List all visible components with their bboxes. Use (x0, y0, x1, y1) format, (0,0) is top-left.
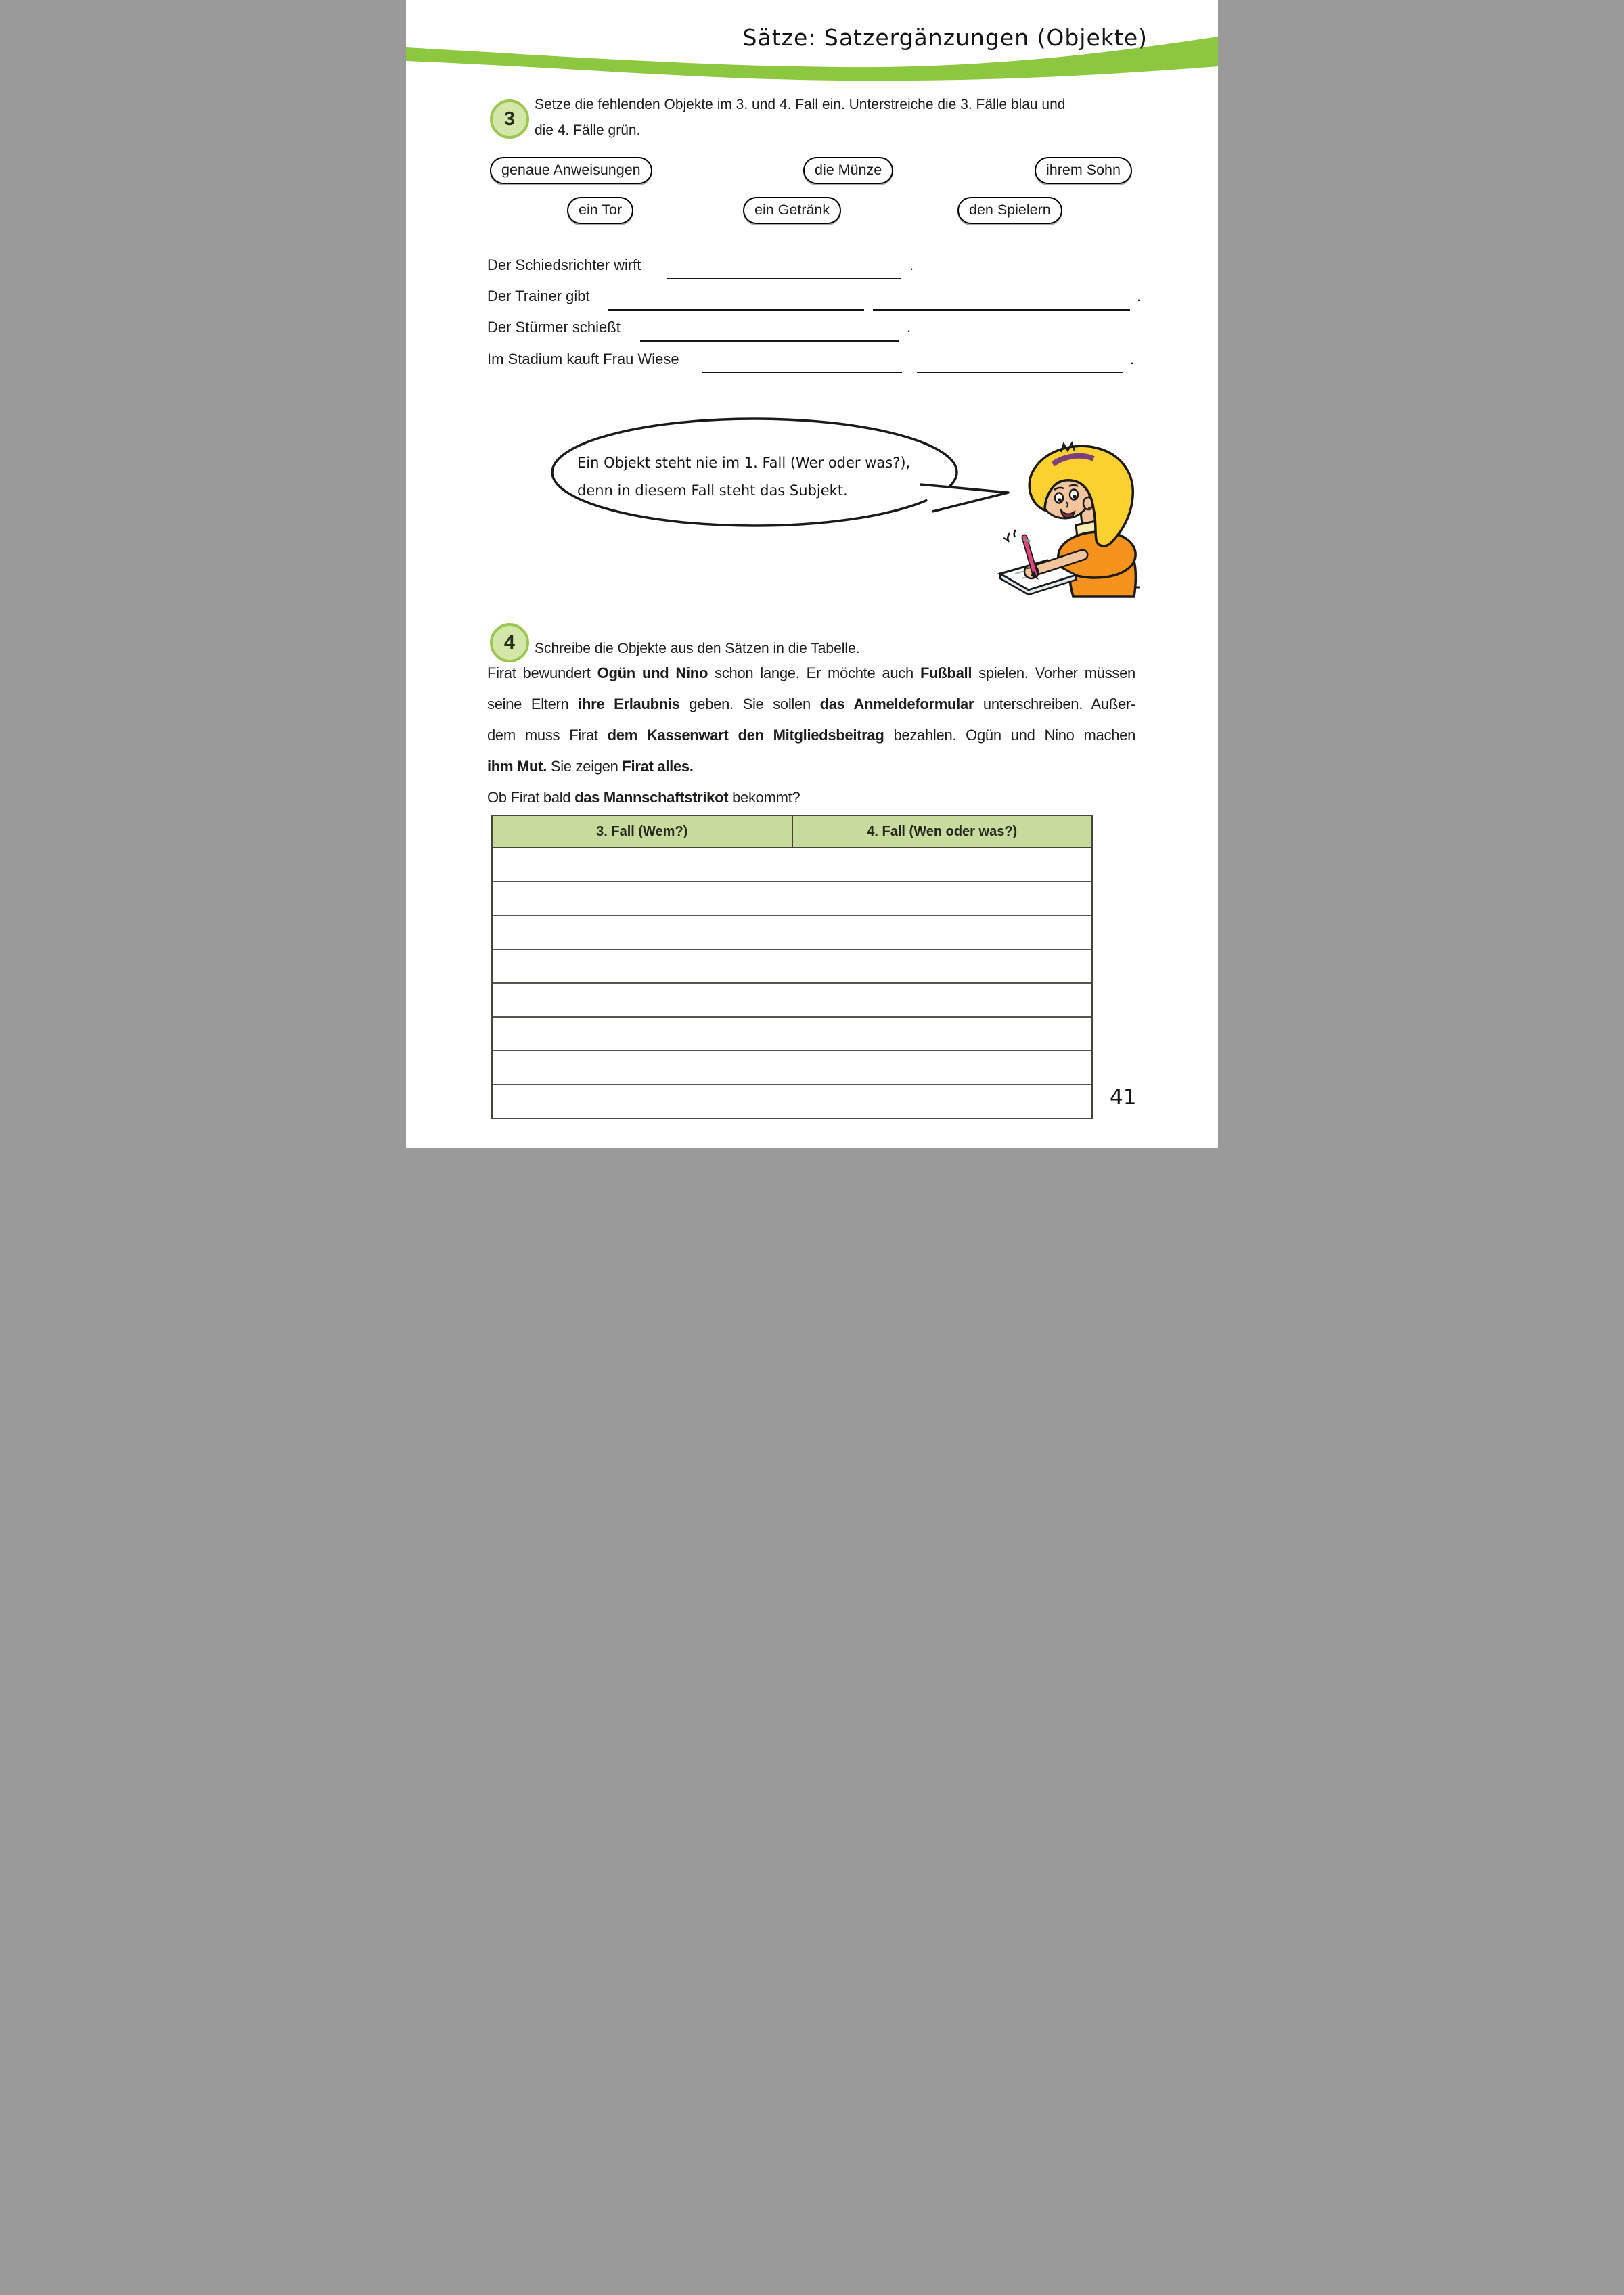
paragraph-line: seine Eltern ihre Erlaubnis geben. Sie sollen das Anmeldeformular unterschreiben. Außer- (487, 696, 1135, 712)
paragraph-line: ihm Mut. Sie zeigen Firat alles. (487, 758, 694, 775)
task-4-instruction: Schreibe die Objekte aus den Sätzen in die Tabelle. (535, 641, 860, 656)
fill-in-sentence (487, 288, 1144, 316)
sentence-text: Im Stadium kauft Frau Wiese (487, 350, 679, 367)
table-cell-empty[interactable] (792, 949, 1093, 983)
objects-table (491, 815, 1093, 1119)
task-3-instruction (535, 92, 1144, 143)
fill-in-sentence (487, 319, 1144, 347)
instruction-line: die 4. Fälle grün. (535, 122, 641, 138)
table-row (492, 1085, 1092, 1118)
task-3-number: 3 (503, 108, 516, 130)
paragraph-line: Ob Firat bald das Mannschaftstrikot bekommt? (487, 789, 800, 806)
table-cell-empty[interactable] (492, 848, 792, 882)
table-header-dative: 3. Fall (Wem?) (492, 815, 792, 848)
answer-blank[interactable] (873, 286, 1130, 311)
worksheet-page (406, 0, 1218, 1148)
task-4-number: 4 (503, 631, 516, 654)
table-cell-empty[interactable] (792, 1017, 1093, 1051)
table-cell-empty[interactable] (792, 983, 1093, 1017)
bubble-line: denn in diesem Fall steht das Subjekt. (577, 482, 848, 499)
word-pill: die Münze (803, 157, 893, 184)
exercise4-paragraph (487, 664, 1135, 820)
paragraph-line: Firat bewundert Ogün und Nino schon lange. Er möchte auch Fußball spielen. Vorher müssen (487, 664, 1135, 681)
table-cell-empty[interactable] (792, 915, 1093, 949)
sentence-text: Der Stürmer schießt (487, 319, 621, 336)
sentence-period: . (907, 319, 911, 336)
table-cell-empty[interactable] (792, 882, 1093, 915)
table-row (492, 848, 1092, 882)
table-row (492, 882, 1092, 915)
page-number: 41 (1110, 1085, 1137, 1110)
table-row (492, 983, 1092, 1017)
table-cell-empty[interactable] (492, 1085, 792, 1118)
sentence-text: Der Schiedsrichter wirft (487, 256, 641, 273)
table-cell-empty[interactable] (492, 983, 792, 1017)
sentence-period: . (909, 256, 914, 273)
sentence-period: . (1137, 288, 1142, 304)
speech-bubble-text (577, 449, 943, 505)
table-cell-empty[interactable] (792, 848, 1093, 882)
bubble-line: Ein Objekt steht nie im 1. Fall (Wer oder was?), (577, 455, 911, 471)
table-cell-empty[interactable] (492, 915, 792, 949)
instruction-line: Setze die fehlenden Objekte im 3. und 4. Fall ein. Unterstreiche die 3. Fälle blau und (535, 97, 1066, 112)
sentence-text: Der Trainer gibt (487, 288, 590, 304)
objects-table-body (492, 848, 1092, 1118)
paragraph-line: dem muss Firat dem Kassenwart den Mitgliedsbeitrag bezahlen. Ogün und Nino machen (487, 727, 1136, 744)
table-cell-empty[interactable] (792, 1051, 1093, 1085)
table-cell-empty[interactable] (492, 1017, 792, 1051)
table-row (492, 1017, 1092, 1051)
task-4-number-badge (490, 623, 529, 662)
girl-writing-illustration (993, 441, 1210, 610)
table-cell-empty[interactable] (492, 882, 792, 915)
answer-blank[interactable] (702, 349, 902, 373)
task-3-number-badge (490, 99, 529, 139)
word-pill: den Spielern (957, 197, 1062, 224)
word-pill: ein Tor (567, 197, 633, 224)
page-title: Sätze: Satzergänzungen (Objekte) (742, 24, 1148, 51)
fill-in-sentence (487, 350, 1144, 379)
table-cell-empty[interactable] (492, 1051, 792, 1085)
table-cell-empty[interactable] (492, 949, 792, 983)
table-header-accusative: 4. Fall (Wen oder was?) (792, 815, 1093, 848)
answer-blank[interactable] (640, 317, 899, 342)
word-pill: genaue Anweisungen (490, 157, 652, 184)
answer-blank[interactable] (667, 255, 901, 279)
table-row (492, 949, 1092, 983)
word-pill: ihrem Sohn (1035, 157, 1132, 184)
sentence-period: . (1130, 350, 1135, 367)
answer-blank[interactable] (917, 349, 1123, 373)
answer-blank[interactable] (608, 286, 864, 311)
table-header-row (492, 815, 1092, 848)
word-pill: ein Getränk (743, 197, 841, 224)
table-row (492, 1051, 1092, 1085)
table-cell-empty[interactable] (792, 1085, 1093, 1118)
table-row (492, 915, 1092, 949)
fill-in-sentence (487, 256, 1144, 285)
